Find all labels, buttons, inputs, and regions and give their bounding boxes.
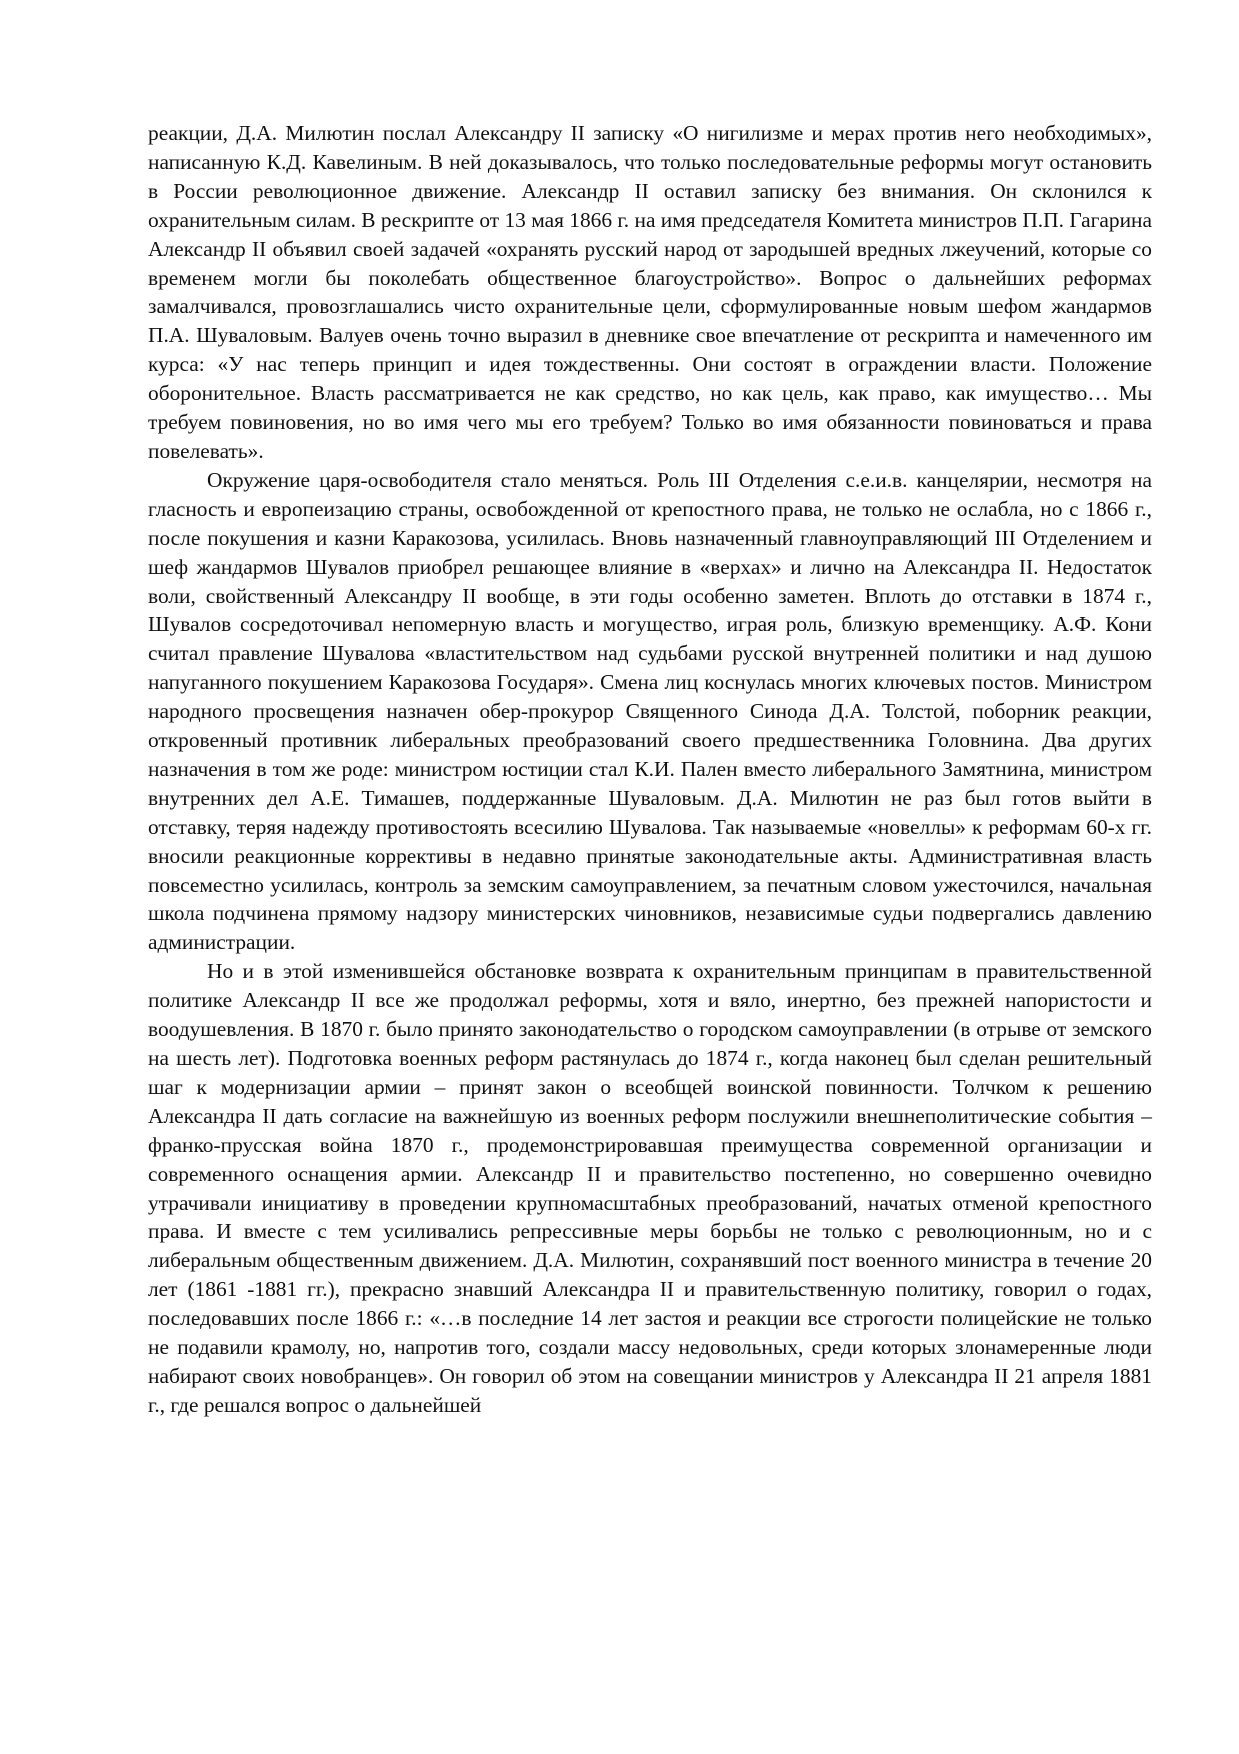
paragraph-3: Но и в этой изменившейся обстановке возврата к охранительным принципам в правительственной политике Александр II все же продолжал реформы, хотя и вяло, инертно, без прежней напористости и воодушевления. В 1870 г. было принято законодательство о городском самоуправлении (в отрыве от земского на шесть лет). Подготовка военных реформ растянулась до 1874 г., когда наконец был сделан решительный шаг к модернизации армии – принят закон о всеобщей воинской повинности. Толчком к решению Александра II дать согласие на важнейшую из военных реформ послужили внешнеполитические события – франко-прусская война 1870 г., продемонстрировавшая преимущества современной организации и современного оснащения армии. Александр II и правительство постепенно, но совершенно очевидно утрачивали инициативу в проведении крупномасштабных преобразований, начатых отменой крепостного права. И вместе с тем усиливались репрессивные меры борьбы не только с революционным, но и с либеральным общественным движением. Д.А. Милютин, сохранявший пост военного министра в течение 20 лет (1861 -1881 гг.), прекрасно знавший Александра II и правительственную политику, говорил о годах, последовавших после 1866 г.: «…в последние 14 лет застоя и реакции все строгости полицейские не только не подавили крамолу, но, напротив того, создали массу недовольных, среди которых злонамеренные люди набирают своих новобранцев». Он говорил об этом на совещании министров у Александра II 21 апреля 1881 г., где решался вопрос о дальнейшей — [148, 959, 1152, 1417]
paragraph-1: реакции, Д.А. Милютин послал Александру II записку «О нигилизме и мерах против него необходимых», написанную К.Д. Кавелиным. В ней доказывалось, что только последовательные реформы могут остановить в России революционное движение. Александр II оставил записку без внимания. Он склонился к охранительным силам. В рескрипте от 13 мая 1866 г. на имя председателя Комитета министров П.П. Гагарина Александр II объявил своей задачей «охранять русский народ от зародышей вредных лжеучений, которые со временем могли бы поколебать общественное благоустройство». Вопрос о дальнейших реформах замалчивался, провозглашались чисто охранительные цели, сформулированные новым шефом жандармов П.А. Шуваловым. Валуев очень точно выразил в дневнике свое впечатление от рескрипта и намеченного им курса: «У нас теперь принцип и идея тождественны. Они состоят в ограждении власти. Положение оборонительное. Власть рассматривается не как средство, но как цель, как право, как имущество… Мы требуем повиновения, но во имя чего мы его требуем? Только во имя обязанности повиноваться и права повелевать». — [148, 121, 1152, 463]
paragraph-2: Окружение царя-освободителя стало меняться. Роль III Отделения с.е.и.в. канцелярии, несмотря на гласность и европеизацию страны, освобожденной от крепостного права, не только не ослабла, но с 1866 г., после покушения и казни Каракозова, усилилась. Вновь назначенный главноуправляющий III Отделением и шеф жандармов Шувалов приобрел решающее влияние в «верхах» и лично на Александра II. Недостаток воли, свойственный Александру II вообще, в эти годы особенно заметен. Вплоть до отставки в 1874 г., Шувалов сосредоточивал непомерную власть и могущество, играя роль, близкую временщику. А.Ф. Кони считал правление Шувалова «властительством над судьбами русской внутренней политики и над душою напуганного покушением Каракозова Государя». Смена лиц коснулась многих ключевых постов. Министром народного просвещения назначен обер-прокурор Священного Синода Д.А. Толстой, поборник реакции, откровенный противник либеральных преобразований своего предшественника Головнина. Два других назначения в том же роде: министром юстиции стал К.И. Пален вместо либерального Замятнина, министром внутренних дел А.Е. Тимашев, поддержанные Шуваловым. Д.А. Милютин не раз был готов выйти в отставку, теряя надежду противостоять всесилию Шувалова. Так называемые «новеллы» к реформам 60-х гг. вносили реакционные коррективы в недавно принятые законодательные акты. Административная власть повсеместно усилилась, контроль за земским самоуправлением, за печатным словом ужесточился, начальная школа подчинена прямому надзору министерских чиновников, независимые судьи подвергались давлению администрации. — [148, 467, 1152, 955]
document-page — [148, 119, 1152, 1420]
